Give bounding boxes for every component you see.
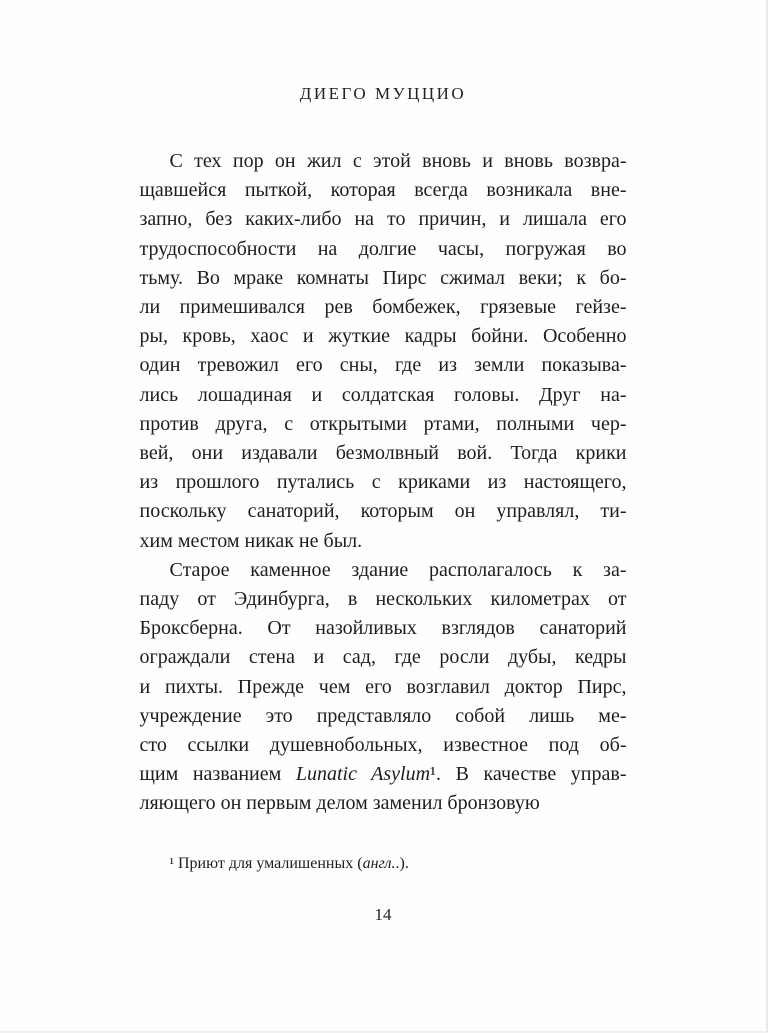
footnote-block: [140, 853, 627, 875]
running-header: ДИЕГО МУЦЦИО: [299, 84, 467, 103]
text-line: С тех пор он жил с этой вновь и вновь возвра-: [169, 150, 627, 172]
text-line: ры, кровь, хаос и жуткие кадры бойни. Особенно: [139, 325, 627, 348]
text-line: запно, без каких-либо на то причин, и лишала его: [139, 208, 627, 231]
text-line: ли примешивался рев бомбежек, грязевые гейзе-: [139, 296, 627, 319]
footnote-italic-text: англ.: [362, 854, 396, 872]
footnote-marker: ¹: [169, 855, 174, 872]
paragraph-2: [140, 556, 627, 819]
footnote-text: Приют для умалишенных (: [174, 854, 363, 872]
text-line: тьму. Во мраке комнаты Пирс сжимал веки; к бо-: [139, 266, 627, 289]
body-text: [140, 147, 627, 819]
text-line: поскольку санаторий, которым он управлял, ти-: [139, 500, 627, 523]
text-line: ляющего он первым делом заменил бронзовую: [139, 792, 540, 815]
footnote-reference-marker: ¹: [430, 763, 437, 786]
text-line: трудоспособности на долгие часы, погружая во: [139, 237, 627, 260]
latin-italic-phrase: Lunatic Asylum: [295, 763, 431, 786]
text-line: учреждение это представляло собой лишь ме-: [139, 704, 627, 727]
text-line: один тревожил его сны, где из земли показыва-: [139, 354, 627, 377]
paragraph-1: [140, 147, 627, 556]
text-line: сто ссылки душевнобольных, известное под об-: [139, 734, 627, 757]
text-line: щавшейся пыткой, которая всегда возникала вне-: [139, 179, 627, 202]
text-line: хим местом никак не был.: [139, 529, 363, 552]
text-line: ограждали стена и сад, где росли дубы, кедры: [139, 646, 627, 669]
text-segment: щим названием: [139, 763, 296, 786]
footnote-text: .).: [395, 854, 409, 872]
page-number: 14: [374, 904, 392, 924]
text-line: Старое каменное здание располагалось к за-: [169, 558, 627, 581]
text-line: лись лошадиная и солдатская головы. Друг на-: [139, 383, 627, 406]
text-line: против друга, с открытыми ртами, полными чер-: [139, 412, 627, 435]
text-line: паду от Эдинбурга, в нескольких километрах от: [139, 588, 627, 611]
footnote: [140, 853, 627, 875]
text-segment: . В качестве управ-: [436, 763, 627, 786]
text-line: и пихты. Прежде чем его возглавил доктор Пирс,: [139, 675, 627, 698]
text-line: вей, они издавали безмолвный вой. Тогда крики: [139, 442, 627, 465]
text-line: Броксберна. От назойливых взглядов санаторий: [139, 617, 627, 640]
text-line: из прошлого путались с криками из настоящего,: [139, 471, 627, 494]
text-line-with-latin-phrase: [140, 760, 627, 789]
